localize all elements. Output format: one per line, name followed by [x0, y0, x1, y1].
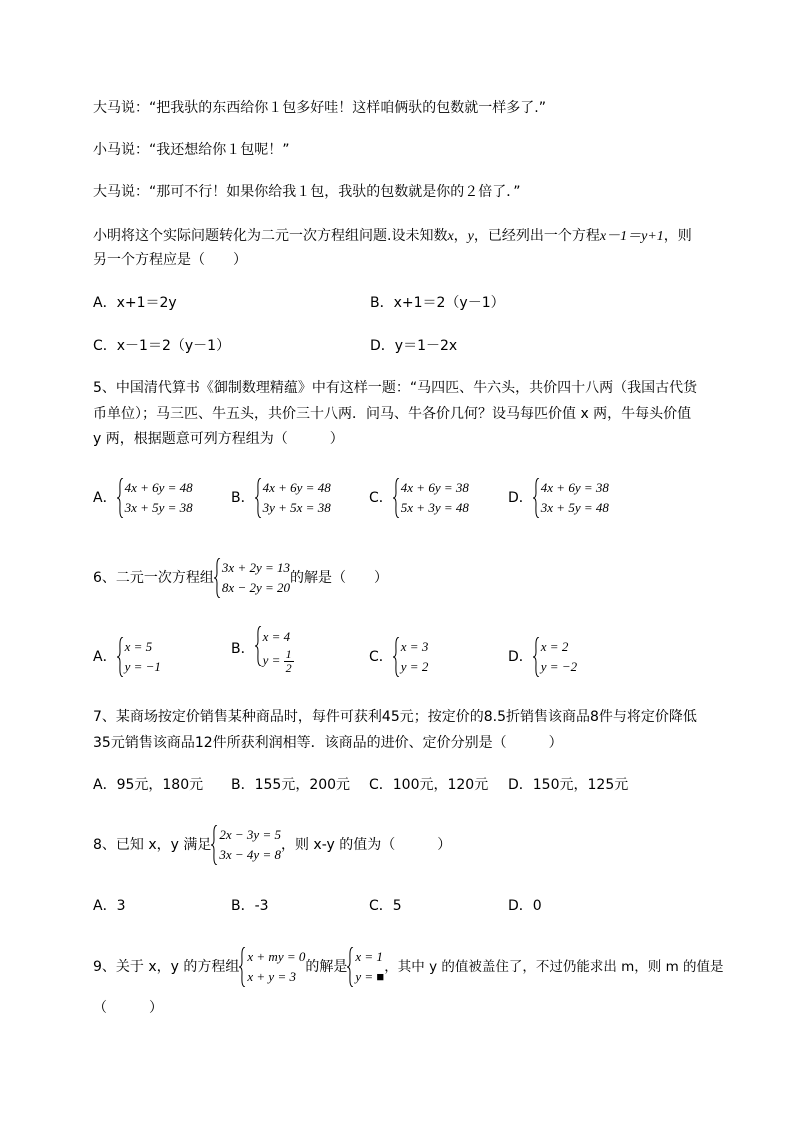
- q6-option-c-label: C．: [369, 649, 393, 665]
- q4-comma: ，: [453, 228, 468, 244]
- q4-stem-a: 小明将这个实际问题转化为二元一次方程组问题.设未知数: [93, 228, 448, 244]
- dialogue-line-1: 大马说：“把我驮的东西给你１包多好哇！这样咱俩驮的包数就一样多了.”: [93, 100, 546, 116]
- q8-stem-a: 8、已知 x，y 满足: [93, 837, 212, 853]
- q6-stem-b: 的解是（ ）: [290, 570, 389, 586]
- q6-option-b-label: B．: [231, 640, 255, 657]
- q4-stem-b: ，已经列出一个方程: [473, 228, 600, 244]
- q8-option-c[interactable]: C．5: [369, 898, 402, 914]
- q6-option-d-label: D．: [508, 649, 533, 665]
- q5-option-a[interactable]: [93, 478, 193, 518]
- q8-option-a[interactable]: A．3: [93, 898, 126, 914]
- q9-stem-c: ，其中 y 的值被盖住了，不过仍能求出 m，则 m 的值是: [384, 959, 724, 975]
- q6-option-d[interactable]: [508, 637, 577, 677]
- q6-stem-a: 6、二元一次方程组: [93, 570, 214, 586]
- q7-option-c[interactable]: C．100元，120元: [369, 777, 489, 793]
- brace-icon: [393, 478, 400, 518]
- q5-option-b-system: 4x + 6y = 48 3y + 5x = 38: [255, 478, 331, 518]
- q6-option-d-system: x = 2 y = −2: [533, 637, 577, 677]
- q5-option-d-system: 4x + 6y = 38 3x + 5y = 48: [533, 478, 609, 518]
- brace-icon: [347, 947, 354, 987]
- q6-stem: [93, 558, 388, 598]
- q6-option-c-system: x = 3 y = 2: [393, 637, 429, 677]
- q8-stem-b: ，则 x-y 的值为（ ）: [280, 837, 452, 853]
- q6-option-a[interactable]: [93, 637, 161, 677]
- q4-option-d[interactable]: D．y＝1－2x: [370, 338, 458, 354]
- brace-icon: [117, 637, 124, 677]
- q7-stem-line-2: 35元销售该商品12件所获利润相等．该商品的进价、定价分别是（ ）: [93, 735, 563, 751]
- q4-var-y: y: [467, 229, 474, 244]
- q5-option-a-system: 4x + 6y = 48 3x + 5y = 38: [117, 478, 193, 518]
- q8-option-b[interactable]: B．-3: [231, 898, 269, 914]
- brace-icon: [255, 478, 262, 518]
- q4-given-equation: x－1＝y+1: [599, 229, 664, 244]
- dialogue-line-3: 大马说：“那可不行！如果你给我１包，我驮的包数就是你的２倍了．”: [93, 184, 521, 200]
- brace-icon: [117, 478, 124, 518]
- q9-stem: [93, 947, 724, 987]
- q4-option-c[interactable]: C．x－1＝2（y－1）: [93, 338, 231, 354]
- q5-option-c[interactable]: [369, 478, 469, 518]
- q8-stem: [93, 825, 451, 865]
- q5-option-c-label: C．: [369, 490, 393, 506]
- q7-option-b[interactable]: B．155元，200元: [231, 777, 351, 793]
- q9-stem-a: 9、关于 x，y 的方程组: [93, 959, 240, 975]
- q6-option-b-system: x = 4 y = $\frac{1}{2}$: [255, 626, 294, 675]
- brace-icon: [214, 558, 221, 598]
- q5-option-d[interactable]: [508, 478, 609, 518]
- q6-option-a-label: A．: [93, 649, 117, 665]
- q4-stem: [93, 226, 692, 247]
- fraction-one-half: $\frac{1}{2}$: [285, 647, 292, 675]
- q4-option-b[interactable]: B．x+1＝2（y－1）: [370, 295, 505, 311]
- q6-system: 3x + 2y = 13 8x − 2y = 20: [214, 558, 290, 598]
- q9-system: x + my = 0 x + y = 3: [239, 947, 305, 987]
- q5-option-d-label: D．: [508, 490, 533, 506]
- q8-option-d[interactable]: D．0: [508, 898, 542, 914]
- q4-option-a[interactable]: A．x+1＝2y: [93, 295, 177, 311]
- q6-option-c[interactable]: [369, 637, 428, 677]
- brace-icon: [533, 478, 540, 518]
- q5-stem-line-3: y 两，根据题意可列方程组为（ ）: [93, 431, 344, 447]
- q5-option-a-label: A．: [93, 490, 117, 506]
- q4-stem-line-2: 另一个方程应是（ ）: [93, 252, 247, 268]
- q9-stem-line-2: （ ）: [93, 1000, 163, 1016]
- q7-option-d[interactable]: D．150元，125元: [508, 777, 629, 793]
- q6-option-a-system: x = 5 y = −1: [117, 637, 161, 677]
- q5-stem-line-2: 币单位）；马三匹、牛五头，共价三十八两．问马、牛各价几何？设马每匹价值 x 两，牛每头价值: [93, 406, 692, 422]
- q4-var-x: x: [447, 229, 454, 244]
- brace-icon: [393, 637, 400, 677]
- q7-option-a[interactable]: A．95元，180元: [93, 777, 204, 793]
- brace-icon: [255, 626, 262, 666]
- q4-stem-c: ，则: [663, 228, 692, 244]
- q5-option-c-system: 4x + 6y = 38 5x + 3y = 48: [393, 478, 469, 518]
- q6-option-b[interactable]: [231, 626, 294, 675]
- q5-stem-line-1: 5、中国清代算书《御制数理精蕴》中有这样一题：“马四匹、牛六头，共价四十八两（我国古代货: [93, 380, 698, 396]
- q5-option-b-label: B．: [231, 490, 255, 506]
- q5-option-b[interactable]: [231, 478, 331, 518]
- brace-icon: [239, 947, 246, 987]
- q9-solution: x = 1 y = ■: [347, 947, 384, 987]
- q7-stem-line-1: 7、某商场按定价销售某种商品时，每件可获利45元；按定价的8.5折销售该商品8件与将定价降低: [93, 709, 697, 725]
- dialogue-line-2: 小马说：“我还想给你１包呢！”: [93, 142, 290, 158]
- brace-icon: [533, 637, 540, 677]
- q8-system: 2x − 3y = 5 3x − 4y = 8: [211, 825, 281, 865]
- brace-icon: [211, 825, 218, 865]
- q9-stem-b: 的解是: [305, 959, 348, 975]
